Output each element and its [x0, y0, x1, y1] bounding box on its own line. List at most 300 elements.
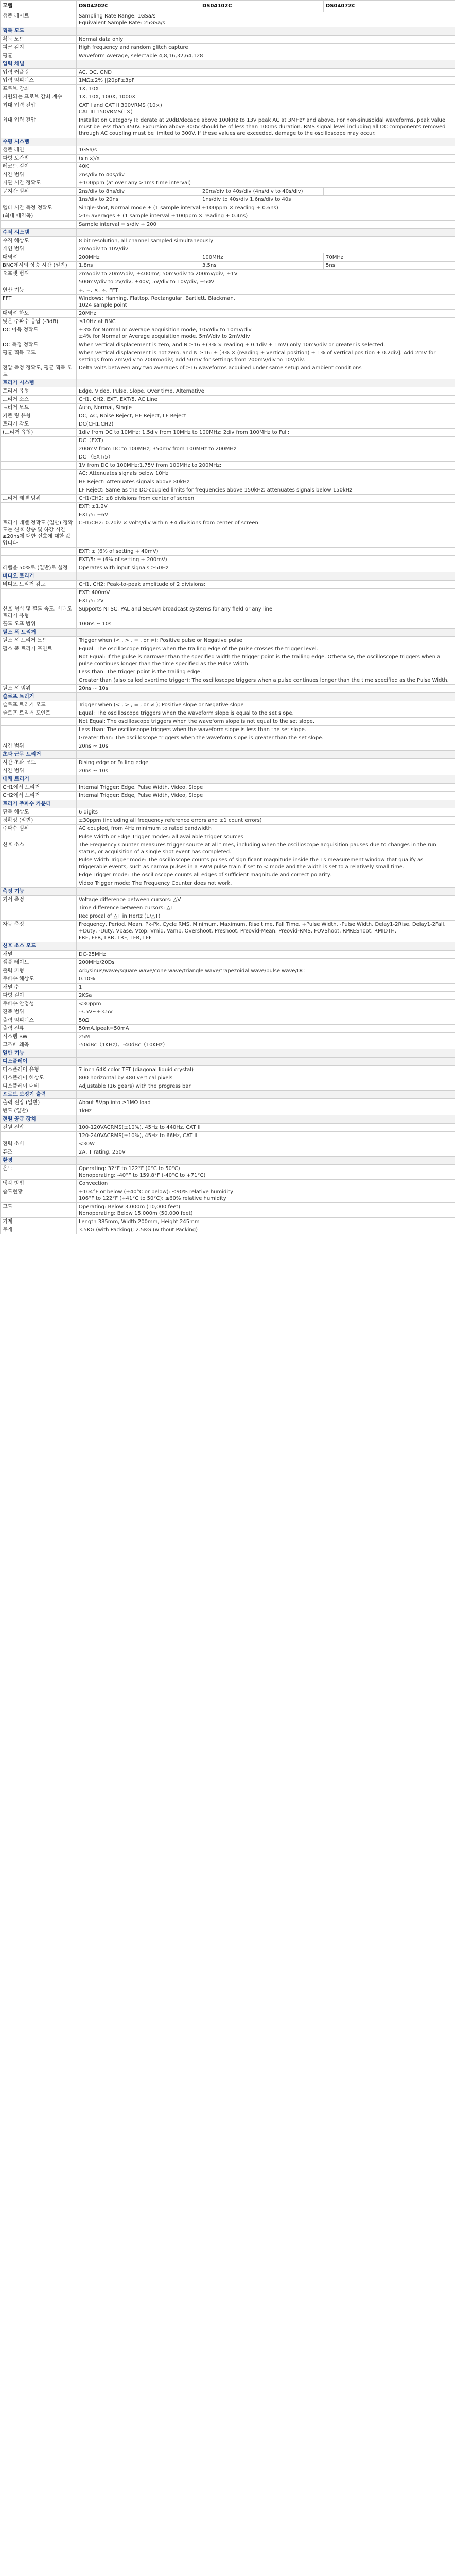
spec-label: [1, 445, 77, 453]
spec-row: [1, 1025, 455, 1033]
spec-row: [1, 718, 455, 726]
spec-label: 트리거 유형: [1, 387, 77, 396]
spec-label: 획득 모드: [1, 36, 77, 44]
spec-value: Not Equal: The oscilloscope triggers when the waveform slope is not equal to the set slope.: [77, 718, 455, 726]
spec-label: 파형 길이: [1, 992, 77, 1000]
spec-label: [1, 904, 77, 912]
spec-row: [1, 36, 455, 44]
spec-row: [1, 155, 455, 163]
spec-value: 120-240VACRMS(±10%), 45Hz to 66Hz, CAT II: [77, 1132, 455, 1140]
spec-label: 낮은 주파수 응답 (-3dB): [1, 318, 77, 326]
spec-value: Equal: The oscilloscope triggers when the trailing edge of the pulse crosses the trigger level.: [77, 645, 455, 653]
header-model-label: 모델: [1, 1, 77, 12]
spec-value: DC-25MHz: [77, 951, 455, 959]
spec-value: Voltage difference between cursors: △V: [77, 896, 455, 904]
spec-label: DC 측정 정확도: [1, 341, 77, 349]
spec-label: DC 이득 정확도: [1, 326, 77, 341]
spec-label: [1, 486, 77, 495]
spec-value: Delta volts between any two averages of ≥16 waveforms acquired under same setup and ambient conditions: [77, 364, 455, 379]
spec-row: [1, 676, 455, 685]
section-title: 일반 기능: [1, 1049, 77, 1058]
spec-value: Edge Trigger mode: The oscilloscope counts all edges of sufficient magnitude and correct polarity.: [77, 871, 455, 879]
section-row: [1, 60, 455, 69]
spec-value: Video Trigger mode: The Frequency Counter does not work.: [77, 879, 455, 888]
spec-label: 슬로프 트리거 모드: [1, 701, 77, 709]
spec-row: [1, 1008, 455, 1016]
spec-row: [1, 1107, 455, 1115]
spec-label: 수직 해상도: [1, 237, 77, 245]
spec-value: EXT: ± (6% of setting + 40mV): [77, 548, 455, 556]
spec-value: ±100ppm (at over any >1ms time interval): [77, 179, 455, 188]
spec-value: Trigger when (< , > , = , or ≠); Positive pulse or Negative pulse: [77, 637, 455, 645]
spec-value: Not Equal: If the pulse is narrower than the specified width the trigger point is the trailing edge. Otherwise, the oscilloscope triggers when a pulse continues longer than the time specified as the Pulse Width.: [77, 653, 455, 668]
spec-value: 1GSa/s: [77, 146, 455, 155]
section-title: 프로브 보정기 출력: [1, 1091, 77, 1099]
spec-label: 전압 측정 정확도, 평균 획득 모드: [1, 364, 77, 379]
spec-label: 무게: [1, 1226, 77, 1234]
spec-row: [1, 511, 455, 519]
spec-value: 1X, 10X: [77, 85, 455, 93]
header-model-ds04102c: DS04102C: [200, 1, 324, 12]
spec-value: Reciprocal of △T in Hertz (1/△T): [77, 912, 455, 921]
spec-row: [1, 967, 455, 975]
spec-row: [1, 1165, 455, 1180]
spec-value: 200mV from DC to 100MHz; 350mV from 100MHz to 200MHz: [77, 445, 455, 453]
spec-row: [1, 253, 455, 262]
section-row: [1, 942, 455, 951]
spec-row: [1, 726, 455, 734]
spec-value: ±3% for Normal or Average acquisition mode, 10V/div to 10mV/div ±4% for Normal or Average acquisition mode, 5mV/div to 2mV/div: [77, 326, 455, 341]
spec-value: 100ns ~ 10s: [77, 620, 455, 629]
spec-value: DC （EXT/5）: [77, 453, 455, 462]
spec-row: [1, 437, 455, 445]
spec-value: 800 horizontal by 480 vertical pixels: [77, 1074, 455, 1082]
spec-label: 펄스 폭 범위: [1, 685, 77, 693]
spec-label: [1, 718, 77, 726]
section-row: [1, 1091, 455, 1099]
spec-row: [1, 904, 455, 912]
spec-label: [1, 726, 77, 734]
spec-value: Rising edge or Falling edge: [77, 759, 455, 767]
section-title: 대체 트리거: [1, 775, 77, 784]
section-row: [1, 229, 455, 237]
spec-label: 입력 임피던스: [1, 77, 77, 85]
section-row: [1, 1115, 455, 1124]
spec-value: Adjustable (16 gears) with the progress bar: [77, 1082, 455, 1091]
spec-label: 델타 시간 측정 정확도: [1, 204, 77, 212]
spec-row: [1, 767, 455, 775]
spec-row: [1, 396, 455, 404]
spec-row: [1, 495, 455, 503]
spec-label: [1, 856, 77, 871]
section-row: [1, 629, 455, 637]
spec-row: [1, 12, 455, 27]
spec-label: [1, 833, 77, 841]
spec-label: 슬로프 트리거 포인트: [1, 709, 77, 718]
spec-label: 저관 시간 정확도: [1, 179, 77, 188]
section-row: [1, 1049, 455, 1058]
spec-row: [1, 270, 455, 278]
spec-row: [1, 204, 455, 212]
spec-label: 연산 기능: [1, 286, 77, 295]
spec-value: 6 digits: [77, 808, 455, 817]
spec-value: DC(CH1,CH2): [77, 420, 455, 429]
spec-value: Length 385mm, Width 200mm, Height 245mm: [77, 1218, 455, 1226]
spec-row: [1, 318, 455, 326]
section-row: [1, 138, 455, 146]
spec-row: [1, 196, 455, 204]
section-title: 수직 시스템: [1, 229, 77, 237]
spec-value: 2ns/div to 40s/div: [77, 171, 455, 179]
spec-value: LF Reject: Same as the DC-coupled limits for frequencies above 150kHz; attenuates signals below 150kHz: [77, 486, 455, 495]
spec-label: 커플 링 유형: [1, 412, 77, 420]
spec-row: [1, 556, 455, 564]
spec-label: 신호 소스: [1, 841, 77, 856]
spec-label: 판독 해상도: [1, 808, 77, 817]
spec-value: Internal Trigger: Edge, Pulse Width, Video, Slope: [77, 784, 455, 792]
spec-row: [1, 470, 455, 478]
spec-row: [1, 808, 455, 817]
spec-row: [1, 278, 455, 286]
spec-value: 100MHz: [200, 253, 324, 262]
spec-label: [1, 478, 77, 486]
section-title: 환경: [1, 1157, 77, 1165]
spec-value: [77, 942, 455, 951]
spec-value: 3.5ns: [200, 262, 324, 270]
spec-label: (최대 대역폭): [1, 212, 77, 221]
section-row: [1, 1058, 455, 1066]
spec-label: 지원되는 프로브 감쇠 계수: [1, 93, 77, 101]
spec-row: [1, 387, 455, 396]
spec-value: EXT: ±1.2V: [77, 503, 455, 511]
spec-label: 커서 측정: [1, 896, 77, 904]
spec-value: 500mV/div to 2V/div, ±40V; 5V/div to 10V/div, ±50V: [77, 278, 455, 286]
spec-value: [77, 572, 455, 581]
spec-value: 50mA,Ipeak=50mA: [77, 1025, 455, 1033]
spec-row: [1, 921, 455, 942]
spec-value: <30ppm: [77, 1000, 455, 1008]
spec-value: 0.10%: [77, 975, 455, 984]
spec-value: 2mV/div to 20mV/div, ±400mV; 50mV/div to 200mV/div, ±1V: [77, 270, 455, 278]
spec-row: [1, 1099, 455, 1107]
spec-label: [1, 1132, 77, 1140]
spec-row: [1, 77, 455, 85]
spec-value: DC（EXT): [77, 437, 455, 445]
spec-label: 디스플레이 유형: [1, 1066, 77, 1074]
spec-value: Operating: 32°F to 122°F (0°C to 50°C) Nonoperating: -40°F to 159.8°F (-40°C to +71°C): [77, 1165, 455, 1180]
spec-row: [1, 1000, 455, 1008]
spec-label: 기계: [1, 1218, 77, 1226]
spec-value: [77, 693, 455, 701]
spec-value: >16 averages ± (1 sample interval +100ppm × reading + 0.4ns): [77, 212, 455, 221]
spec-value: 2KSa: [77, 992, 455, 1000]
spec-row: [1, 871, 455, 879]
spec-value: [77, 888, 455, 896]
spec-row: [1, 841, 455, 856]
spec-value: When vertical displacement is not zero, and N ≥16: ± [3% × (reading + vertical position) + 1% of vertical position + 0.2div]. Add 2mV for settings from 2mV/div to 200mV/div; add 50mV for settings from 200mV/div to 10V/div.: [77, 349, 455, 364]
spec-value: Greater than: The oscilloscope triggers when the waveform slope is greater than the set slope.: [77, 734, 455, 742]
spec-value: Time difference between cursors: △T: [77, 904, 455, 912]
spec-label: 퓨즈: [1, 1148, 77, 1157]
spec-label: [1, 503, 77, 511]
spec-value: Auto, Normal, Single: [77, 404, 455, 412]
spec-label: 디스플레이 대비: [1, 1082, 77, 1091]
spec-label: 정확성 (일반): [1, 817, 77, 825]
spec-label: 펄스 폭 트리거 모드: [1, 637, 77, 645]
spec-value: 5ns: [324, 262, 455, 270]
spec-label: 고조파 왜곡: [1, 1041, 77, 1049]
spec-value: [77, 800, 455, 808]
spec-value: 20ns ~ 10s: [77, 742, 455, 751]
spec-label: 온도: [1, 1165, 77, 1180]
spec-row: [1, 503, 455, 511]
spec-value: 3.5KG (with Packing); 2.5KG (without Packing): [77, 1226, 455, 1234]
section-title: 획득 모드: [1, 27, 77, 36]
spec-row: [1, 188, 455, 196]
spec-row: [1, 486, 455, 495]
spec-value: Pulse Width Trigger mode: The oscilloscope counts pulses of significant magnitude inside the 1s measurement window that qualify as triggerable events, such as narrow pulses in a PWM pulse train if set to < mode and the width is set to a relatively small time.: [77, 856, 455, 871]
spec-row: [1, 85, 455, 93]
spec-label: 비디오 트리거 감도: [1, 581, 77, 589]
spec-label: [1, 879, 77, 888]
spec-row: [1, 589, 455, 597]
spec-row: [1, 701, 455, 709]
spec-row: [1, 1082, 455, 1091]
spec-label: 레코드 길이: [1, 163, 77, 171]
spec-row: [1, 462, 455, 470]
section-row: [1, 693, 455, 701]
spec-value: CAT I and CAT II 300VRMS (10×) CAT III 150VRMS(1×): [77, 101, 455, 116]
spec-value: 40K: [77, 163, 455, 171]
spec-label: (트리거 유형): [1, 429, 77, 437]
spec-value: 1kHz: [77, 1107, 455, 1115]
spec-label: 출력 임피던스: [1, 1016, 77, 1025]
spec-label: [1, 437, 77, 445]
spec-value: Less than: The trigger point is the trailing edge.: [77, 668, 455, 676]
spec-label: 샘플 레이트: [1, 12, 77, 27]
section-title: 입력 채널: [1, 60, 77, 69]
spec-row: [1, 146, 455, 155]
spec-row: [1, 295, 455, 310]
spec-row: [1, 879, 455, 888]
spec-label: [1, 453, 77, 462]
spec-label: [1, 511, 77, 519]
section-title: 수평 시스템: [1, 138, 77, 146]
spec-label: 디스플레이 해상도: [1, 1074, 77, 1082]
spec-row: [1, 1066, 455, 1074]
spec-label: 진폭 범위: [1, 1008, 77, 1016]
spec-row: [1, 221, 455, 229]
spec-value: 8 bit resolution, all channel sampled simultaneously: [77, 237, 455, 245]
spec-label: 채널: [1, 951, 77, 959]
spec-value: [324, 188, 455, 196]
spec-value: EXT: 400mV: [77, 589, 455, 597]
spec-row: [1, 759, 455, 767]
spec-label: CH1에서 트리거: [1, 784, 77, 792]
spec-row: [1, 212, 455, 221]
section-row: [1, 1157, 455, 1165]
spec-table: [0, 0, 455, 1234]
spec-value: <30W: [77, 1140, 455, 1148]
spec-value: Waveform Average, selectable 4,8,16,32,64,128: [77, 52, 455, 60]
spec-value: Installation Category II; derate at 20dB/decade above 100kHz to 13V peak AC at 3MHz* and above. For non-sinusoidal waveforms, peak value must be less than 450V. Excursion above 300V should be of less than 100ms duration. RMS signal level including all DC components removed through AC coupling must be limited to 300V. If these values are exceeded, damage to the oscilloscope may occur.: [77, 116, 455, 138]
section-row: [1, 888, 455, 896]
spec-value: +104°F or below (+40°C or below): ≤90% relative humidity 106°F to 122°F (+41°C to 50°C): ≤60% relative humidity: [77, 1188, 455, 1203]
spec-label: [1, 589, 77, 597]
spec-value: ≤10Hz at BNC: [77, 318, 455, 326]
spec-value: Arb/sinus/wave/square wave/cone wave/triangle wave/trapezoidal wave/pulse wave/DC: [77, 967, 455, 975]
section-title: 디스플레이: [1, 1058, 77, 1066]
spec-value: [77, 629, 455, 637]
spec-row: [1, 364, 455, 379]
spec-value: 1.8ns: [77, 262, 200, 270]
spec-row: [1, 620, 455, 629]
spec-label: 출력 전압 (일반): [1, 1099, 77, 1107]
spec-row: [1, 445, 455, 453]
spec-row: [1, 101, 455, 116]
spec-value: When vertical displacement is zero, and N ≥16 ±(3% × reading + 0.1div + 1mV) only 10mV/div or greater is selected.: [77, 341, 455, 349]
spec-value: Internal Trigger: Edge, Pulse Width, Video, Slope: [77, 792, 455, 800]
spec-value: 50Ω: [77, 1016, 455, 1025]
spec-label: [1, 470, 77, 478]
spec-label: 시스템 BW: [1, 1033, 77, 1041]
spec-label: 주파수 해상도: [1, 975, 77, 984]
spec-label: 트리거 감도: [1, 420, 77, 429]
spec-row: [1, 896, 455, 904]
spec-row: [1, 709, 455, 718]
spec-value: About 5Vpp into ≥1MΩ load: [77, 1099, 455, 1107]
section-row: [1, 379, 455, 387]
spec-value: Single-shot, Normal mode ± (1 sample interval +100ppm × reading + 0.6ns): [77, 204, 455, 212]
spec-row: [1, 564, 455, 572]
spec-row: [1, 1074, 455, 1082]
spec-value: 20ns/div to 40s/div (4ns/div to 40s/div): [200, 188, 324, 196]
spec-value: Supports NTSC, PAL and SECAM broadcast systems for any field or any line: [77, 605, 455, 620]
spec-value: 1MΩ±2% ||20pF±3pF: [77, 77, 455, 85]
spec-label: 습도현황: [1, 1188, 77, 1203]
spec-row: [1, 856, 455, 871]
section-title: 신호 소스 모드: [1, 942, 77, 951]
spec-label: 전력 소비: [1, 1140, 77, 1148]
spec-value: 1V from DC to 100MHz;1.75V from 100MHz to 200MHz;: [77, 462, 455, 470]
spec-value: CH1/CH2: 0.2div × volts/div within ±4 divisions from center of screen: [77, 519, 455, 548]
spec-label: 공지간 범위: [1, 188, 77, 196]
spec-label: 냉각 방법: [1, 1180, 77, 1188]
spec-value: [77, 1091, 455, 1099]
spec-label: 주파수 범위: [1, 825, 77, 833]
spec-value: AC: Attenuates signals below 10Hz: [77, 470, 455, 478]
spec-label: [1, 912, 77, 921]
spec-row: [1, 1226, 455, 1234]
spec-label: 평균 획득 모드: [1, 349, 77, 364]
spec-row: [1, 645, 455, 653]
spec-label: 자동 측정: [1, 921, 77, 942]
spec-row: [1, 1188, 455, 1203]
spec-row: [1, 959, 455, 967]
spec-value: High frequency and random glitch capture: [77, 44, 455, 52]
spec-value: Operates with input signals ≥50Hz: [77, 564, 455, 572]
spec-label: 프로브 감쇠: [1, 85, 77, 93]
spec-row: [1, 93, 455, 101]
spec-value: [77, 138, 455, 146]
spec-value: 1div from DC to 10MHz; 1.5div from 10MHz to 100MHz; 2div from 100MHz to Full;: [77, 429, 455, 437]
spec-value: [77, 1157, 455, 1165]
spec-label: 트리거 소스: [1, 396, 77, 404]
spec-row: [1, 548, 455, 556]
spec-label: 게인 범위: [1, 245, 77, 253]
spec-value: 70MHz: [324, 253, 455, 262]
spec-row: [1, 1041, 455, 1049]
spec-value: ±30ppm (including all frequency reference errors and ±1 count errors): [77, 817, 455, 825]
spec-value: Greater than (also called overtime trigger): The oscilloscope triggers when a pulse continues longer than the time specified as the Pulse Width.: [77, 676, 455, 685]
spec-row: [1, 597, 455, 605]
spec-row: [1, 668, 455, 676]
spec-row: [1, 429, 455, 437]
spec-label: [1, 597, 77, 605]
spec-value: 20ns ~ 10s: [77, 685, 455, 693]
spec-label: [1, 668, 77, 676]
spec-value: 200MHz/20Ds: [77, 959, 455, 967]
header-model-ds04202c: DS04202C: [77, 1, 200, 12]
spec-table-body: [1, 12, 455, 1234]
section-title: 비디오 트리거: [1, 572, 77, 581]
spec-label: [1, 278, 77, 286]
spec-label: [1, 653, 77, 668]
spec-row: [1, 912, 455, 921]
section-row: [1, 572, 455, 581]
spec-row: [1, 975, 455, 984]
spec-label: 신호 형식 및 필드 속도, 비디오 트리거 유형: [1, 605, 77, 620]
spec-value: [77, 775, 455, 784]
spec-row: [1, 69, 455, 77]
spec-label: 출력 파형: [1, 967, 77, 975]
spec-row: [1, 1132, 455, 1140]
spec-value: Sample interval = s/div ÷ 200: [77, 221, 455, 229]
spec-row: [1, 1016, 455, 1025]
spec-value: -50dBc（1KHz）、-40dBc（10KHz）: [77, 1041, 455, 1049]
spec-row: [1, 1218, 455, 1226]
spec-sheet: [0, 0, 455, 1234]
spec-value: Trigger when (< , > , = , or ≠ ); Positive slope or Negative slope: [77, 701, 455, 709]
header-model-ds04072c: DS04072C: [324, 1, 455, 12]
spec-label: 시간 범위: [1, 171, 77, 179]
spec-label: 샘플 레이트: [1, 959, 77, 967]
spec-row: [1, 237, 455, 245]
spec-row: [1, 453, 455, 462]
spec-value: 2ns/div to 8ns/div: [77, 188, 200, 196]
spec-value: Windows: Hanning, Flattop, Rectangular, Bartlett, Blackman, 1024 sample point: [77, 295, 455, 310]
spec-row: [1, 245, 455, 253]
spec-label: 주파수 안정성: [1, 1000, 77, 1008]
section-row: [1, 800, 455, 808]
spec-label: [1, 462, 77, 470]
spec-row: [1, 349, 455, 364]
spec-label: CH2에서 트리거: [1, 792, 77, 800]
spec-row: [1, 825, 455, 833]
spec-label: 평균: [1, 52, 77, 60]
spec-label: 대역폭: [1, 253, 77, 262]
spec-value: 2mV/div to 10V/div: [77, 245, 455, 253]
spec-row: [1, 951, 455, 959]
spec-row: [1, 341, 455, 349]
spec-value: EXT/5: 2V: [77, 597, 455, 605]
spec-row: [1, 833, 455, 841]
spec-row: [1, 171, 455, 179]
spec-row: [1, 653, 455, 668]
spec-label: 최대 입력 전압: [1, 116, 77, 138]
spec-value: [77, 229, 455, 237]
spec-label: [1, 556, 77, 564]
